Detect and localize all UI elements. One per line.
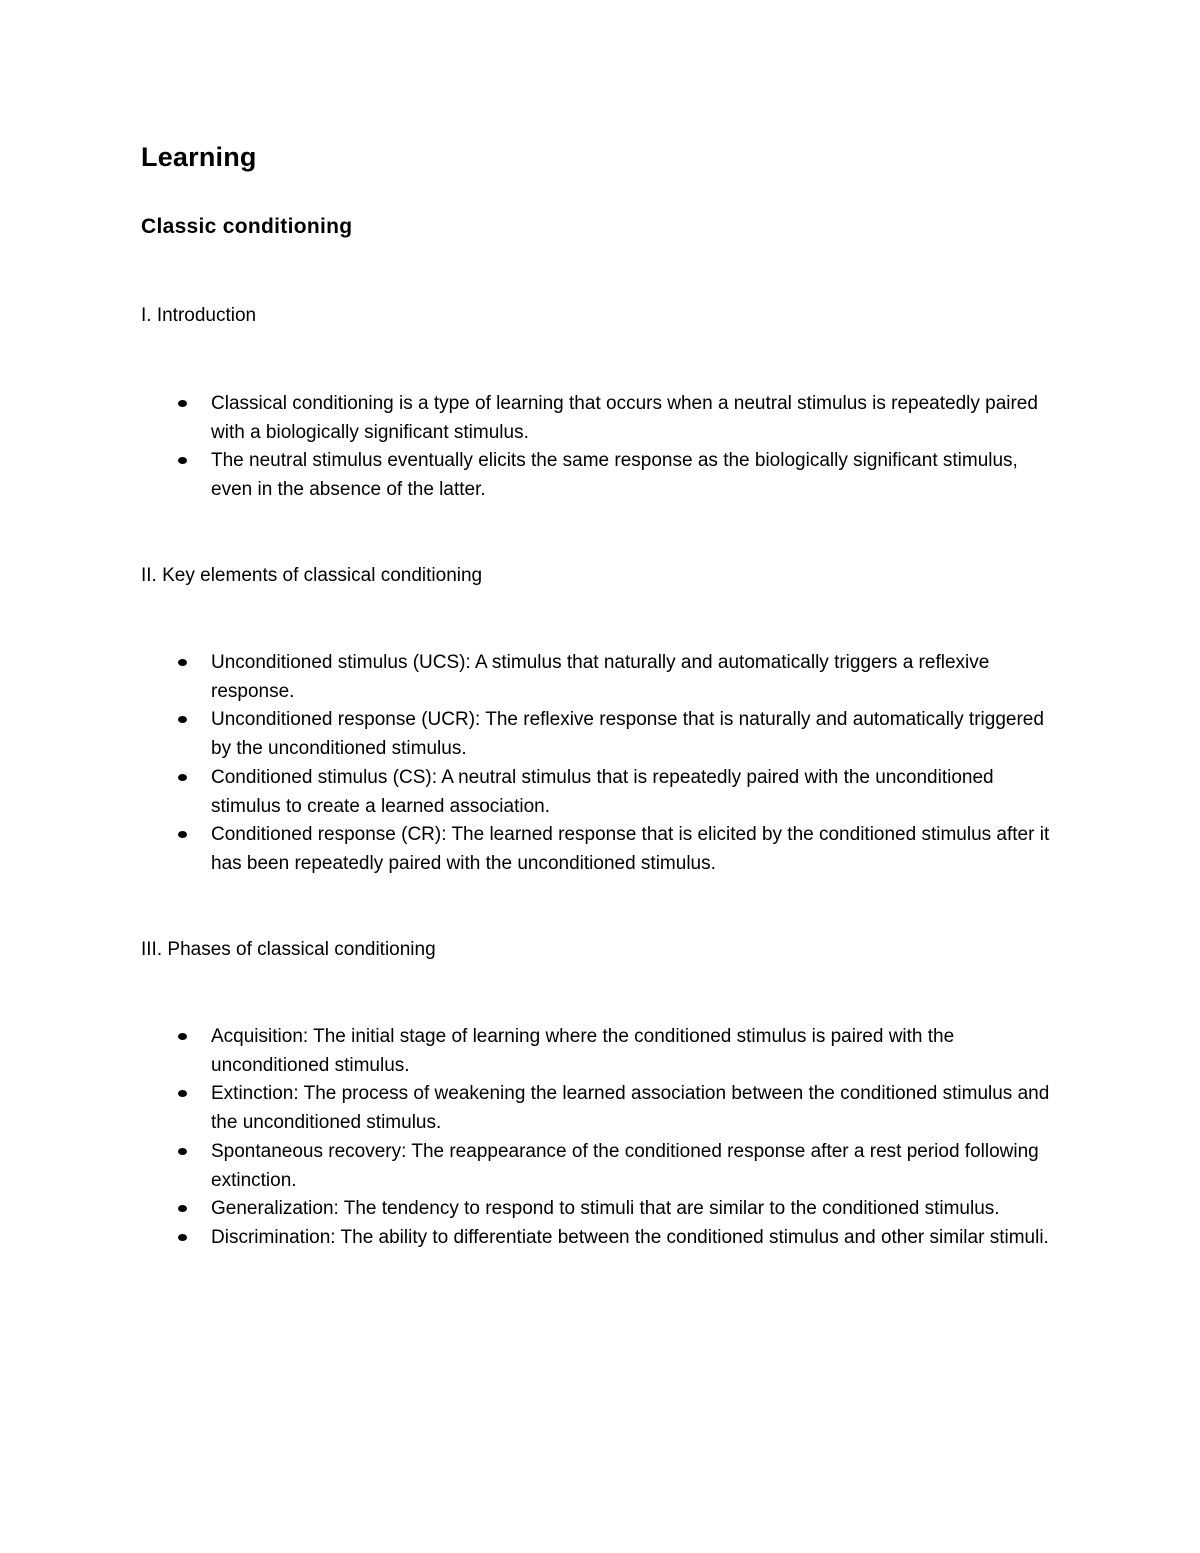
bullet-icon [178,1033,187,1040]
bullet-icon [178,457,187,464]
list-item [0,390,1061,447]
section-heading-key-elements: II. Key elements of classical conditioning [141,565,483,586]
list-item-text: The neutral stimulus eventually elicits the same response as the biologically significant stimulus, even in the absence of the latter. [211,450,1018,501]
list-item-text: Spontaneous recovery: The reappearance of the conditioned response after a rest period following extinction. [211,1140,1039,1191]
phases-list [0,1023,1200,1253]
document-title: Learning [141,142,257,172]
list-item [0,1138,1061,1195]
list-item-text: Classical conditioning is a type of learning that occurs when a neutral stimulus is repeatedly paired with a biologically significant stimulus. [211,393,1038,443]
list-item [0,706,1061,763]
bullet-icon [178,1234,187,1241]
list-item-text: Conditioned stimulus (CS): A neutral stimulus that is repeatedly paired with the unconditioned stimulus to create a learned association. [211,766,994,817]
bullet-icon [178,1090,187,1097]
bullet-icon [178,831,187,838]
bullet-icon [178,774,187,781]
list-item [0,1080,1061,1137]
list-item [0,649,1061,706]
list-item-text: Conditioned response (CR): The learned response that is elicited by the conditioned stimulus after it has been repeatedly paired with the unconditioned stimulus. [211,824,1050,874]
list-item-text: Extinction: The process of weakening the learned association between the conditioned stimulus and the unconditioned stimulus. [211,1083,1050,1134]
introduction-list [0,390,1200,505]
section-heading-introduction: I. Introduction [141,305,257,326]
list-item-text: Generalization: The tendency to respond to stimuli that are similar to the conditioned stimulus. [211,1198,1000,1220]
list-item [0,1224,1061,1253]
bullet-icon [178,1205,187,1212]
list-item-text: Discrimination: The ability to differentiate between the conditioned stimulus and other similar stimuli. [211,1226,1049,1248]
document-subtitle: Classic conditioning [141,215,353,238]
key-elements-list [0,649,1200,879]
list-item [0,821,1061,878]
bullet-icon [178,1148,187,1155]
section-heading-phases: III. Phases of classical conditioning [141,939,436,960]
bullet-icon [178,400,187,407]
list-item-text: Unconditioned response (UCR): The reflexive response that is naturally and automatically triggered by the unconditioned stimulus. [211,709,1044,760]
bullet-icon [178,716,187,723]
list-item [0,764,1061,821]
list-item [0,447,1061,504]
list-item-text: Unconditioned stimulus (UCS): A stimulus that naturally and automatically triggers a reflexive response. [211,652,990,702]
bullet-icon [178,659,187,666]
list-item [0,1195,1061,1224]
list-item [0,1023,1061,1080]
list-item-text: Acquisition: The initial stage of learning where the conditioned stimulus is paired with the unconditioned stimulus. [211,1026,955,1076]
